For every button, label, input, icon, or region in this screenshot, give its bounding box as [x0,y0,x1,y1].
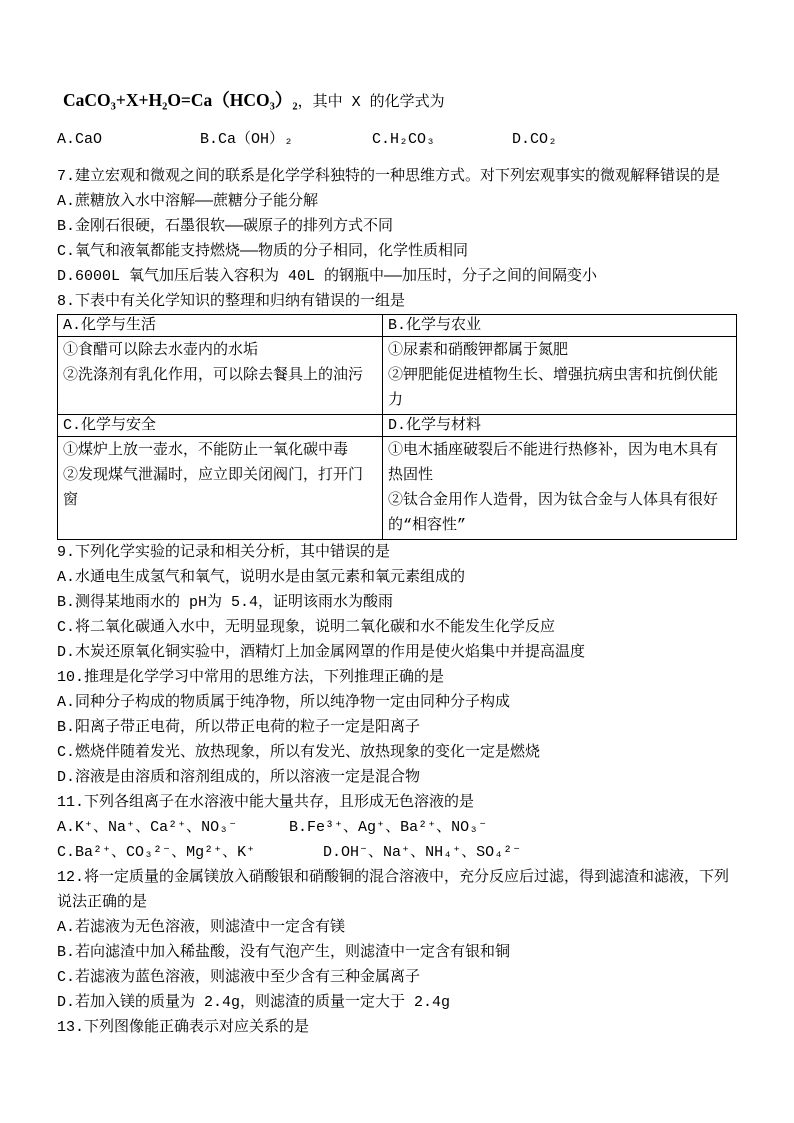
q8-table-header-row-cd [58,415,737,437]
q11-option-a: A.K⁺、Na⁺、Ca²⁺、NO₃⁻ [57,819,238,836]
q12-option-b: B.若向滤渣中加入稀盐酸，没有气泡产生，则滤渣中一定含有银和铜 [57,944,511,961]
q12-option-d: D.若加入镁的质量为 2.4g，则滤渣的质量一定大于 2.4g [57,994,451,1011]
q11-option-b: B.Fe³⁺、Ag⁺、Ba²⁺、NO₃⁻ [289,819,488,836]
q8-cell-a-content [58,337,383,415]
q6-chemical-equation: CaCO₃+X+H₂O=Ca（HCO₃）₂ [63,90,298,110]
q6-formula-line [63,88,738,115]
q11-options-row-2 [57,840,738,865]
q9-stem: 9.下列化学实验的记录和相关分析，其中错误的是 [57,544,391,561]
q8-cell-b-item-1: ①尿素和硝酸钾都属于氮肥 [388,342,569,359]
q9-option-b: B.测得某地雨水的 pH为 5.4，证明该雨水为酸雨 [57,594,394,611]
q8-cell-c-content [58,437,383,540]
q7-option-d: D.6000L 氧气加压后装入容积为 40L 的钢瓶中——加压时，分子之间的间隔变小 [57,268,598,285]
q7-option-c: C.氧气和液氧都能支持燃烧——物质的分子相同，化学性质相同 [57,243,469,260]
q8-cell-d-content [383,437,737,540]
q8-cell-a-header: A.化学与生活 [58,315,383,337]
q6-option-d: D.CO₂ [512,131,558,148]
q9-option-c: C.将二氧化碳通入水中，无明显现象，说明二氧化碳和水不能发生化学反应 [57,619,556,636]
q8-knowledge-table [57,314,737,540]
q8-cell-a-item-1: ①食醋可以除去水壶内的水垢 [63,342,259,359]
q7-stem: 7.建立宏观和微观之间的联系是化学学科独特的一种思维方式。对下列宏观事实的微观解释错误的是 [57,168,721,185]
q8-cell-a-item-2: ②洗涤剂有乳化作用，可以除去餐具上的油污 [63,367,364,384]
q10-option-a: A.同种分子构成的物质属于纯净物，所以纯净物一定由同种分子构成 [57,694,511,711]
q8-table-content-row-cd [58,437,737,540]
q10-option-d: D.溶液是由溶质和溶剂组成的，所以溶液一定是混合物 [57,769,421,786]
q13-stem: 13.下列图像能正确表示对应关系的是 [57,1019,310,1036]
q11-options-row-1 [57,815,738,840]
q11-option-d: D.OH⁻、Na⁺、NH₄⁺、SO₄²⁻ [323,844,522,861]
q8-table-header-row-ab [58,315,737,337]
q12-option-a: A.若滤液为无色溶液，则滤渣中一定含有镁 [57,919,346,936]
q6-option-c: C.H₂CO₃ [372,131,436,148]
q10-option-c: C.燃烧伴随着发光、放热现象，所以有发光、放热现象的变化一定是燃烧 [57,744,541,761]
q7-option-b: B.金刚石很硬，石墨很软——碳原子的排列方式不同 [57,218,394,235]
q8-cell-b-content [383,337,737,415]
q12-stem: 12.将一定质量的金属镁放入硝酸银和硝酸铜的混合溶液中，充分反应后过滤，得到滤渣和滤液，下列说法正确的是 [57,869,730,911]
q10-stem: 10.推理是化学学习中常用的思维方法，下列推理正确的是 [57,669,445,686]
q8-cell-c-item-2: ②发现煤气泄漏时，应立即关闭阀门，打开门窗 [63,467,364,509]
q6-option-b: B.Ca（OH）₂ [200,131,294,148]
q8-cell-b-header: B.化学与农业 [383,315,737,337]
q6-formula-suffix: ，其中 X 的化学式为 [297,94,445,111]
q8-table-content-row-ab [58,337,737,415]
q7-option-a: A.蔗糖放入水中溶解——蔗糖分子能分解 [57,193,319,210]
q8-cell-c-header: C.化学与安全 [58,415,383,437]
q11-option-c: C.Ba²⁺、CO₃²⁻、Mg²⁺、K⁺ [57,844,256,861]
q8-cell-d-item-1: ①电木插座破裂后不能进行热修补，因为电木具有热固性 [388,442,719,484]
q10-option-b: B.阳离子带正电荷，所以带正电荷的粒子一定是阳离子 [57,719,421,736]
q8-cell-d-item-2: ②钛合金用作人造骨，因为钛合金与人体具有很好的“相容性” [388,492,719,534]
q6-option-a: A.CaO [57,131,103,148]
q8-cell-d-header: D.化学与材料 [383,415,737,437]
q6-options-row [57,127,738,152]
q11-stem: 11.下列各组离子在水溶液中能大量共存，且形成无色溶液的是 [57,794,475,811]
q12-option-c: C.若滤液为蓝色溶液，则滤液中至少含有三种金属离子 [57,969,421,986]
q8-stem: 8.下表中有关化学知识的整理和归纳有错误的一组是 [57,293,406,310]
q8-cell-c-item-1: ①煤炉上放一壶水，不能防止一氧化碳中毒 [63,442,349,459]
q9-option-a: A.水通电生成氢气和氧气，说明水是由氢元素和氧元素组成的 [57,569,466,586]
q8-cell-b-item-2: ②钾肥能促进植物生长、增强抗病虫害和抗倒伏能力 [388,367,719,409]
q9-option-d: D.木炭还原氧化铜实验中，酒精灯上加金属网罩的作用是使火焰集中并提高温度 [57,644,586,661]
